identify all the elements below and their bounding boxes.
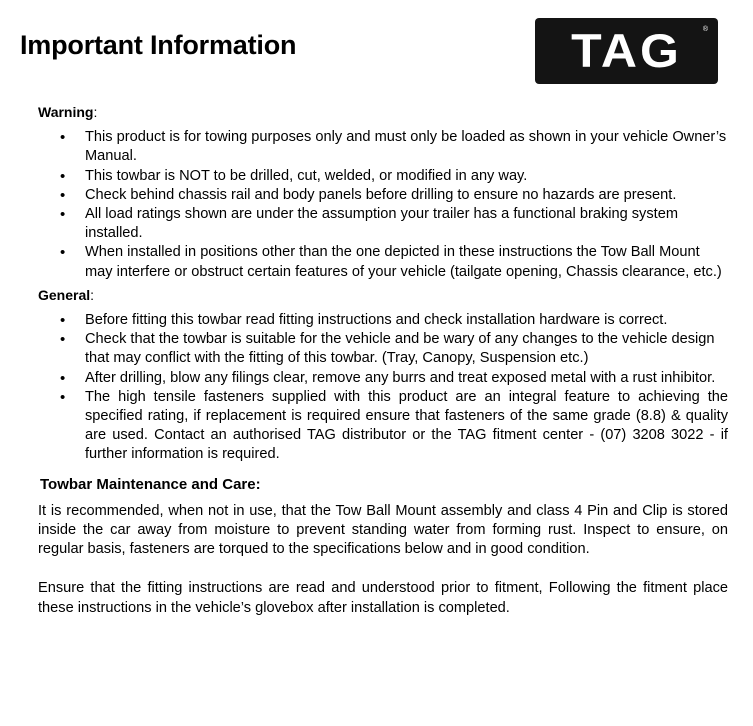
page-title: Important Information [20, 30, 297, 60]
list-item: • This towbar is NOT to be drilled, cut, welded, or modified in any way. [38, 167, 728, 186]
logo-text: TAG [571, 24, 682, 78]
general-label: General: [38, 286, 95, 303]
list-item: • The high tensile fasteners supplied with this product are an integral feature to achieving the specified rating, if replacement is required ensure that fasteners of the same grade (8.8) & quality are used. Contact an authorised TAG distributor or the TAG fitment center - (07) 3208 3022 - if further information is required. [38, 388, 728, 465]
maintenance-heading: Towbar Maintenance and Care: [40, 475, 261, 493]
list-item: • Before fitting this towbar read fitting instructions and check installation hardware is correct. [38, 311, 728, 330]
document-body [38, 103, 728, 618]
closing-paragraph: Ensure that the fitting instructions are read and understood prior to fitment, Following the fitment place these instructions in the vehicle’s glovebox after installation is completed. [38, 580, 728, 616]
warning-list [38, 128, 728, 282]
list-item: • This product is for towing purposes only and must only be loaded as shown in your vehicle Owner’s Manual. [38, 128, 728, 166]
list-item: • Check behind chassis rail and body panels before drilling to ensure no hazards are present. [38, 186, 728, 205]
general-list [38, 311, 728, 465]
warning-label: Warning: [38, 104, 98, 120]
tag-logo [535, 18, 718, 84]
registered-mark: ® [702, 26, 708, 33]
list-item: • All load ratings shown are under the assumption your trailer has a functional braking system installed. [38, 205, 728, 243]
list-item: • Check that the towbar is suitable for the vehicle and be wary of any changes to the vehicle design that may conflict with the fitting of this towbar. (Tray, Canopy, Suspension etc.) [38, 330, 728, 368]
list-item: • When installed in positions other than the one depicted in these instructions the Tow Ball Mount may interfere or obstruct certain features of your vehicle (tailgate opening, Chassis clearance, etc.) [38, 243, 728, 281]
maintenance-paragraph: It is recommended, when not in use, that the Tow Ball Mount assembly and class 4 Pin and Clip is stored inside the car away from moisture to prevent standing water from forming rust. Inspect to ensure, on regular basis, fasteners are torqued to the specifications below and in good condition. [38, 502, 728, 558]
list-item: • After drilling, blow any filings clear, remove any burrs and treat exposed metal with a rust inhibitor. [38, 369, 728, 388]
